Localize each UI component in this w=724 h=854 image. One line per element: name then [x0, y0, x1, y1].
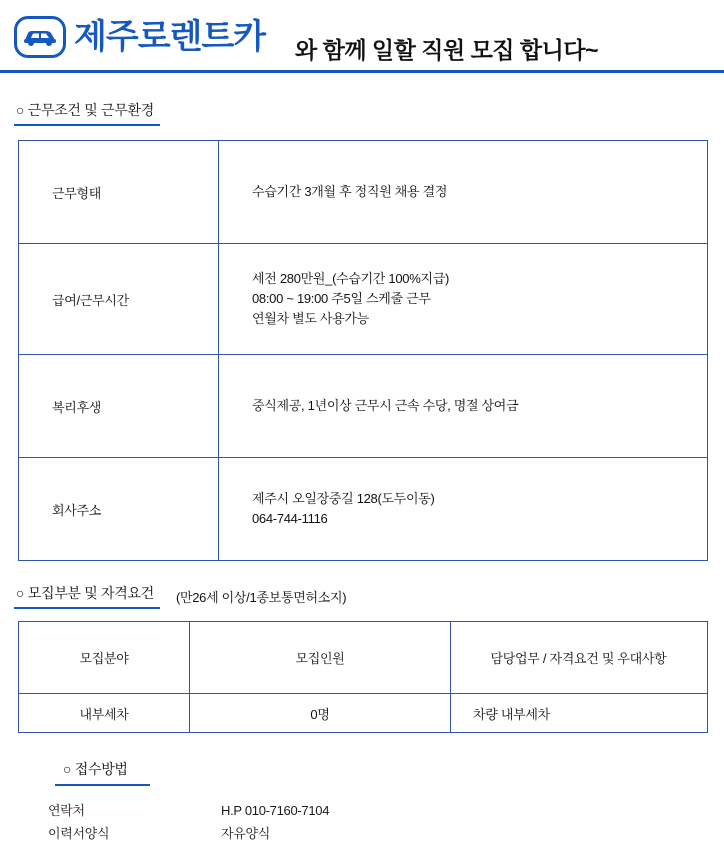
apply-key: 연락처 — [48, 803, 85, 818]
apply-info-list — [0, 800, 724, 846]
recruit-qualification-note: (만26세 이상/1종보통면허소지) — [175, 590, 347, 605]
page-title: 와 함께 일할 직원 모집 합니다~ — [295, 37, 598, 63]
list-item — [48, 823, 724, 846]
row-value-line: 08:00 ~ 19:00 주5일 스케줄 근무 — [252, 290, 431, 306]
column-header-field: 모집분야 — [19, 622, 190, 694]
recruit-section-header — [0, 583, 724, 609]
brand-logo — [14, 16, 265, 58]
row-value-line: 연월차 별도 사용가능 — [252, 311, 369, 327]
apply-value: 자유양식 — [221, 825, 271, 841]
recruit-heading: ○ 모집부분 및 자격요건 — [14, 583, 160, 609]
list-item — [48, 800, 724, 823]
row-label: 급여/근무시간 — [19, 244, 219, 355]
cell-count: 0명 — [190, 694, 451, 733]
row-value-line: 중식제공, 1년이상 근무시 근속 수당, 명절 상여금 — [252, 397, 519, 413]
row-value-line: 세전 280만원_(수습기간 100%지급) — [252, 270, 450, 286]
row-value-line: 제주시 오일장중길 128(도두이동) — [252, 490, 435, 506]
table-header-row — [19, 622, 708, 694]
header-divider — [0, 70, 724, 73]
apply-key: 이력서양식 — [48, 825, 110, 841]
row-value — [219, 244, 708, 355]
row-value-line: 064-744-1116 — [252, 511, 328, 526]
row-label: 복리후생 — [19, 355, 219, 458]
table-row — [19, 141, 708, 244]
column-header-duty: 담당업무 / 자격요건 및 우대사항 — [451, 622, 708, 694]
table-row — [19, 355, 708, 458]
row-value — [219, 141, 708, 244]
recruit-positions-table — [18, 621, 708, 733]
table-row — [19, 244, 708, 355]
row-value-line: 수습기간 3개월 후 정직원 채용 결정 — [252, 183, 448, 199]
conditions-section-header — [0, 100, 724, 126]
table-row — [19, 458, 708, 561]
apply-section-header — [0, 759, 724, 786]
brand-logo-text: 제주로렌트카 — [74, 18, 266, 56]
page-header — [0, 0, 724, 80]
apply-heading: ○ 접수방법 — [55, 759, 150, 786]
cell-field: 내부세차 — [19, 694, 190, 733]
row-value — [219, 458, 708, 561]
row-label: 회사주소 — [19, 458, 219, 561]
cell-duty: 차량 내부세차 — [451, 694, 708, 733]
row-value — [219, 355, 708, 458]
car-in-rounded-badge-icon — [14, 16, 66, 58]
table-row — [19, 694, 708, 733]
row-label: 근무형태 — [19, 141, 219, 244]
apply-value: H.P 010-7160-7104 — [221, 803, 330, 818]
work-conditions-table — [18, 140, 708, 561]
column-header-count: 모집인원 — [190, 622, 451, 694]
conditions-heading: ○ 근무조건 및 근무환경 — [14, 100, 160, 126]
